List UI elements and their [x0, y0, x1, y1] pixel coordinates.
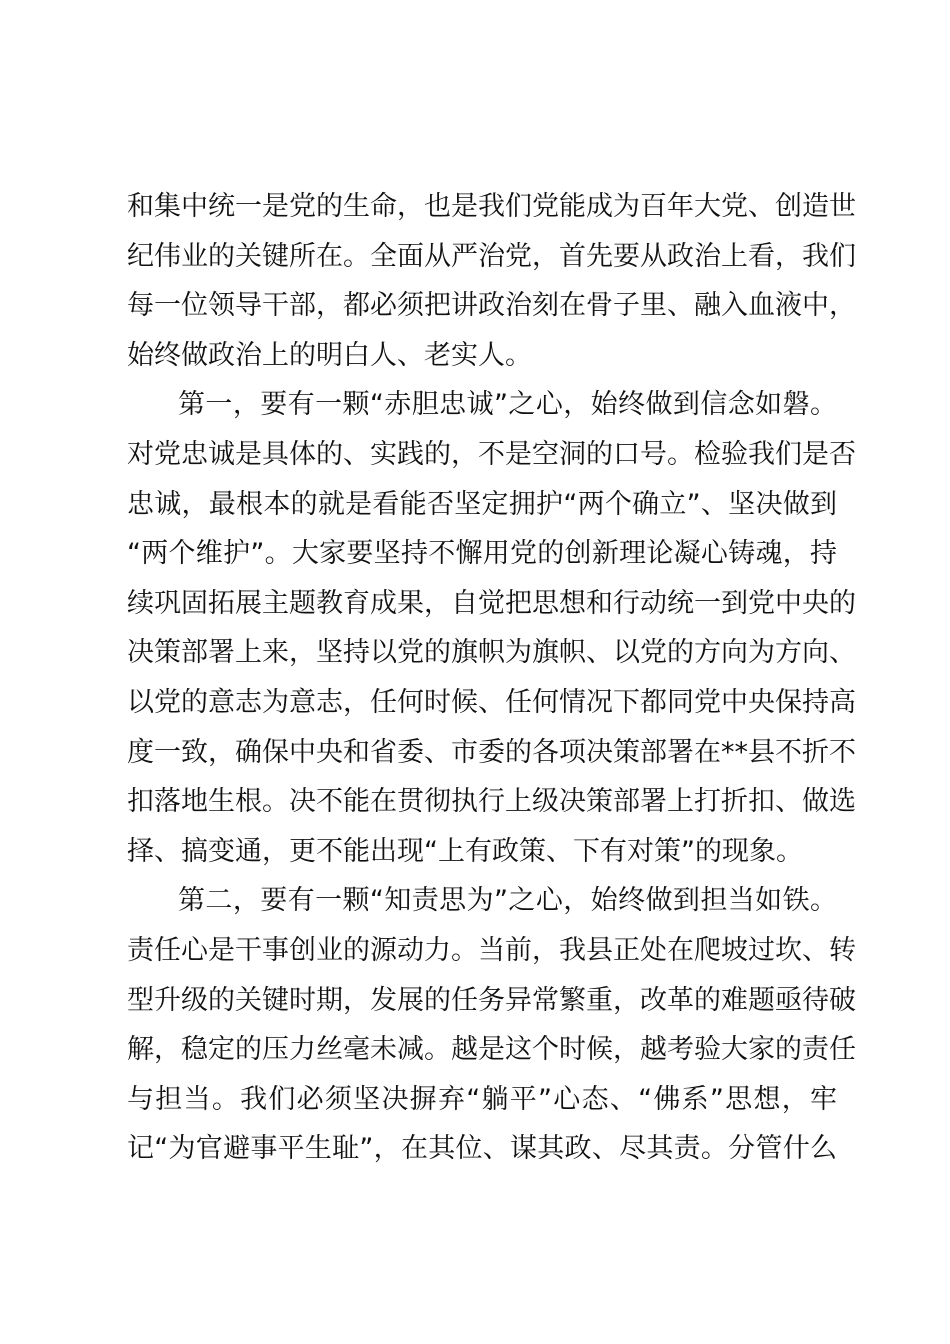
text-line: 解，稳定的压力丝毫未减。越是这个时候，越考验大家的责任	[127, 1034, 856, 1066]
text-line: 续巩固拓展主题教育成果，自觉把思想和行动统一到党中央的	[127, 587, 856, 619]
paragraph-continuation	[127, 182, 856, 380]
text-line: 与担当。我们必须坚决摒弃“躺平”心态、“佛系”思想，牢	[127, 1083, 837, 1115]
text-line: 每一位领导干部，都必须把讲政治刻在骨子里、融入血液中，	[127, 290, 856, 322]
document-body	[127, 182, 856, 1174]
text-line: 扣落地生根。决不能在贯彻执行上级决策部署上打折扣、做选	[127, 786, 856, 818]
text-line: 决策部署上来，坚持以党的旗帜为旗帜、以党的方向为方向、	[127, 637, 856, 669]
text-line: 度一致，确保中央和省委、市委的各项决策部署在**县不折不	[127, 736, 856, 768]
text-line: 择、搞变通，更不能出现“上有政策、下有对策”的现象。	[127, 835, 803, 867]
text-line: 第二，要有一颗“知责思为”之心，始终做到担当如铁。	[178, 885, 837, 917]
text-line: 第一，要有一颗“赤胆忠诚”之心，始终做到信念如磐。	[178, 389, 837, 421]
text-line: 和集中统一是党的生命，也是我们党能成为百年大党、创造世	[127, 191, 856, 222]
text-line: 记“为官避事平生耻”，在其位、谋其政、尽其责。分管什么	[127, 1133, 837, 1165]
text-line: 忠诚，最根本的就是看能否坚定拥护“两个确立”、坚决做到	[127, 488, 837, 520]
text-line: 型升级的关键时期，发展的任务异常繁重，改革的难题亟待破	[127, 984, 856, 1016]
text-line: “两个维护”。大家要坚持不懈用党的创新理论凝心铸魂，持	[127, 538, 837, 570]
text-line: 纪伟业的关键所在。全面从严治党，首先要从政治上看，我们	[127, 240, 856, 272]
text-line: 对党忠诚是具体的、实践的，不是空洞的口号。检验我们是否	[127, 438, 856, 470]
text-line: 责任心是干事创业的源动力。当前，我县正处在爬坡过坎、转	[127, 934, 856, 966]
paragraph-second-point	[127, 876, 856, 1174]
paragraph-first-point	[127, 380, 856, 876]
text-line: 始终做政治上的明白人、老实人。	[127, 339, 532, 371]
text-line: 以党的意志为意志，任何时候、任何情况下都同党中央保持高	[127, 686, 856, 718]
